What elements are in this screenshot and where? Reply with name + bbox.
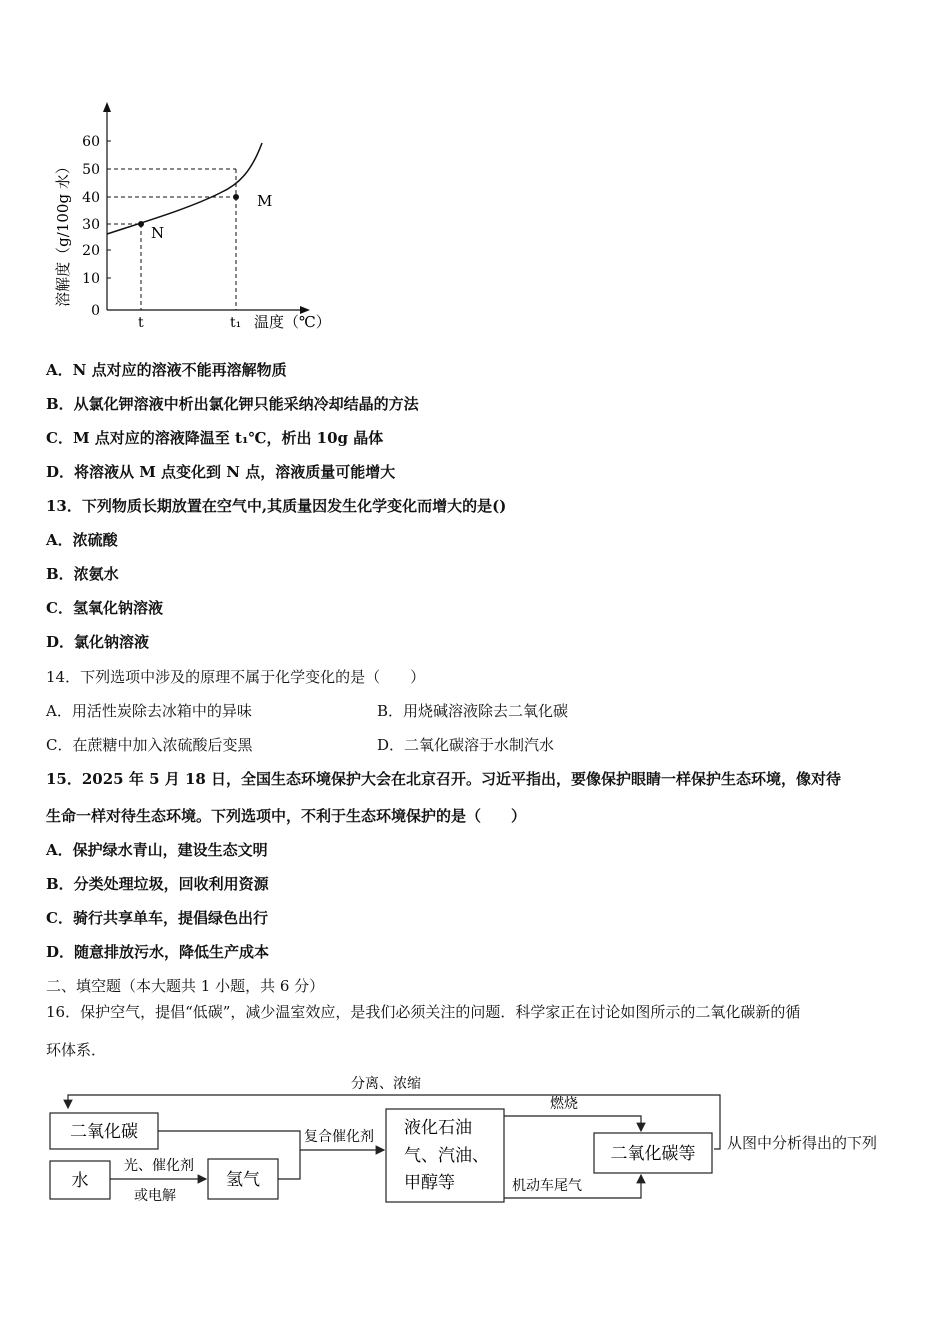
q14-option-d: D．二氧化碳溶于水制汽水 xyxy=(377,736,555,754)
y-tick-labels xyxy=(82,134,100,319)
q16-tail-text: 从图中分析得出的下列 xyxy=(727,1134,878,1152)
q15-stem-line1: 15．2025 年 5 月 18 日，全国生态环境保护大会在北京召开。习近平指出，要像保护眼睛一样保护生态环境，像对待 xyxy=(46,770,842,788)
q16-stem-line2: 环体系． xyxy=(46,1041,107,1059)
co2-cycle-diagram xyxy=(44,1066,724,1211)
box-co2-label: 二氧化碳 xyxy=(70,1122,138,1142)
box-hydrogen-label: 氢气 xyxy=(226,1170,260,1190)
q15-stem-line2: 生命一样对待生态环境。下列选项中，不利于生态环境保护的是（ ） xyxy=(46,807,527,825)
q15-option-d: D．随意排放污水，降低生产成本 xyxy=(46,943,270,961)
label-composite-catalyst: 复合催化剂 xyxy=(304,1129,374,1145)
box-fuel-line1: 液化石油 xyxy=(404,1118,472,1138)
box-fuel-line3: 甲醇等 xyxy=(404,1173,455,1193)
q14-option-b: B．用烧碱溶液除去二氧化碳 xyxy=(377,702,569,720)
y-tick-20: 20 xyxy=(82,243,100,259)
box-fuel-line2: 气、汽油、 xyxy=(404,1146,489,1166)
label-separate-concentrate: 分离、浓缩 xyxy=(351,1076,421,1092)
label-or-electrolysis: 或电解 xyxy=(134,1188,176,1204)
y-tick-60: 60 xyxy=(82,134,100,150)
x-axis-label: 温度（℃） xyxy=(254,313,331,331)
point-n-label: N xyxy=(151,224,165,242)
guide-lines xyxy=(107,169,236,310)
q16-stem-line1: 16．保护空气，提倡“低碳”，减少温室效应，是我们必须关注的问题．科学家正在讨论如图所示的二氧化碳新的循 xyxy=(46,1003,801,1021)
q15-option-c: C．骑行共享单车，提倡绿色出行 xyxy=(46,909,268,927)
svg-text:溶解度（g/100g 水）: 溶解度（g/100g 水） xyxy=(54,159,72,307)
y-axis-arrow xyxy=(103,102,111,112)
arrow-burn xyxy=(504,1116,641,1131)
label-exhaust: 机动车尾气 xyxy=(512,1178,582,1194)
q12-option-a: A．N 点对应的溶液不能再溶解物质 xyxy=(46,361,287,379)
label-light-catalyst: 光、催化剂 xyxy=(124,1158,194,1174)
point-m-label: M xyxy=(257,192,273,210)
q12-option-d: D．将溶液从 M 点变化到 N 点，溶液质量可能增大 xyxy=(46,463,396,481)
q12-option-b: B．从氯化钾溶液中析出氯化钾只能采纳冷却结晶的方法 xyxy=(46,395,419,413)
line-hydrogen-join xyxy=(278,1150,300,1179)
label-burn: 燃烧 xyxy=(550,1096,578,1112)
y-tick-10: 10 xyxy=(82,271,100,287)
box-water-label: 水 xyxy=(71,1171,89,1191)
x-tick-t: t xyxy=(138,315,144,331)
box-co2-etc-label: 二氧化碳等 xyxy=(610,1144,696,1164)
q14-stem: 14．下列选项中涉及的原理不属于化学变化的是（ ） xyxy=(46,668,426,686)
x-tick-t1: t₁ xyxy=(230,315,242,331)
section-heading: 二、填空题（本大题共 1 小题，共 6 分） xyxy=(46,977,325,995)
q13-option-c: C．氢氧化钠溶液 xyxy=(46,599,163,617)
point-n-dot xyxy=(138,221,144,227)
q13-stem: 13．下列物质长期放置在空气中,其质量因发生化学变化而增大的是() xyxy=(46,497,507,515)
y-tick-0: 0 xyxy=(91,303,100,319)
q13-option-b: B．浓氨水 xyxy=(46,565,119,583)
y-axis-label xyxy=(54,159,72,307)
q15-option-a: A．保护绿水青山，建设生态文明 xyxy=(46,841,268,859)
y-tick-40: 40 xyxy=(82,190,100,206)
solubility-curve xyxy=(107,143,262,234)
point-m-dot xyxy=(233,194,239,200)
y-tick-30: 30 xyxy=(82,217,100,233)
q13-option-a: A．浓硫酸 xyxy=(46,531,118,549)
q13-option-d: D．氯化钠溶液 xyxy=(46,633,150,651)
solubility-chart xyxy=(40,98,340,338)
q15-option-b: B．分类处理垃圾，回收利用资源 xyxy=(46,875,269,893)
q14-option-c: C．在蔗糖中加入浓硫酸后变黑 xyxy=(46,736,253,754)
y-tick-50: 50 xyxy=(82,162,100,178)
q12-option-c: C．M 点对应的溶液降温至 t₁℃，析出 10g 晶体 xyxy=(46,429,384,447)
q14-option-a: A．用活性炭除去冰箱中的异味 xyxy=(46,702,252,720)
